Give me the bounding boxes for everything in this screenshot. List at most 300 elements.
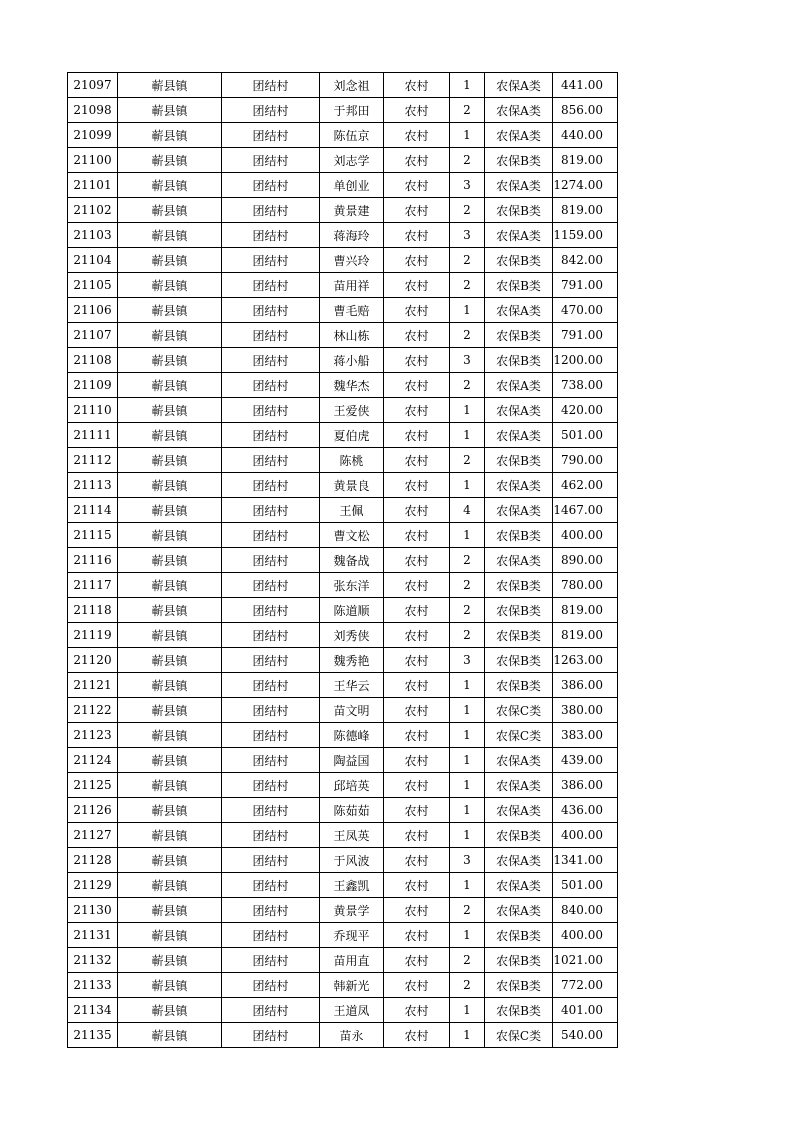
household-type-cell: 农村	[384, 273, 450, 298]
name-cell: 魏秀艳	[320, 648, 384, 673]
amount-cell: 386.00	[553, 673, 618, 698]
household-type-cell: 农村	[384, 323, 450, 348]
record-id-cell: 21115	[68, 523, 118, 548]
insurance-category-cell: 农保B类	[485, 923, 553, 948]
insurance-category-cell: 农保B类	[485, 248, 553, 273]
record-id-cell: 21135	[68, 1023, 118, 1048]
name-cell: 苗用直	[320, 948, 384, 973]
member-count-cell: 1	[450, 298, 485, 323]
village-cell: 团结村	[222, 598, 320, 623]
member-count-cell: 1	[450, 398, 485, 423]
insurance-category-cell: 农保A类	[485, 548, 553, 573]
household-type-cell: 农村	[384, 248, 450, 273]
household-type-cell: 农村	[384, 623, 450, 648]
table-row	[68, 298, 618, 323]
name-cell: 刘念祖	[320, 73, 384, 98]
record-id-cell: 21100	[68, 148, 118, 173]
amount-cell: 791.00	[553, 323, 618, 348]
table-row	[68, 1023, 618, 1048]
village-cell: 团结村	[222, 523, 320, 548]
table-row	[68, 198, 618, 223]
amount-cell: 819.00	[553, 598, 618, 623]
record-id-cell: 21110	[68, 398, 118, 423]
household-type-cell: 农村	[384, 198, 450, 223]
name-cell: 蒋海玲	[320, 223, 384, 248]
household-type-cell: 农村	[384, 73, 450, 98]
table-row	[68, 398, 618, 423]
record-id-cell: 21097	[68, 73, 118, 98]
town-cell: 蕲县镇	[118, 398, 222, 423]
amount-cell: 1200.00	[553, 348, 618, 373]
amount-cell: 420.00	[553, 398, 618, 423]
town-cell: 蕲县镇	[118, 548, 222, 573]
name-cell: 魏备战	[320, 548, 384, 573]
insurance-category-cell: 农保B类	[485, 523, 553, 548]
member-count-cell: 2	[450, 198, 485, 223]
village-cell: 团结村	[222, 823, 320, 848]
town-cell: 蕲县镇	[118, 798, 222, 823]
insurance-category-cell: 农保A类	[485, 773, 553, 798]
member-count-cell: 1	[450, 823, 485, 848]
amount-cell: 791.00	[553, 273, 618, 298]
name-cell: 黄景建	[320, 198, 384, 223]
name-cell: 曹文松	[320, 523, 384, 548]
town-cell: 蕲县镇	[118, 73, 222, 98]
town-cell: 蕲县镇	[118, 773, 222, 798]
household-type-cell: 农村	[384, 973, 450, 998]
town-cell: 蕲县镇	[118, 898, 222, 923]
name-cell: 陈德峰	[320, 723, 384, 748]
amount-cell: 819.00	[553, 623, 618, 648]
record-id-cell: 21117	[68, 573, 118, 598]
member-count-cell: 3	[450, 648, 485, 673]
household-type-cell: 农村	[384, 698, 450, 723]
insurance-category-cell: 农保B类	[485, 573, 553, 598]
member-count-cell: 2	[450, 973, 485, 998]
record-id-cell: 21128	[68, 848, 118, 873]
amount-cell: 1021.00	[553, 948, 618, 973]
village-cell: 团结村	[222, 348, 320, 373]
town-cell: 蕲县镇	[118, 423, 222, 448]
amount-cell: 462.00	[553, 473, 618, 498]
table-row	[68, 273, 618, 298]
table-row	[68, 573, 618, 598]
insurance-category-cell: 农保A类	[485, 498, 553, 523]
household-type-cell: 农村	[384, 448, 450, 473]
table-row	[68, 673, 618, 698]
insurance-category-cell: 农保C类	[485, 1023, 553, 1048]
record-id-cell: 21116	[68, 548, 118, 573]
record-id-cell: 21104	[68, 248, 118, 273]
amount-cell: 400.00	[553, 523, 618, 548]
amount-cell: 1159.00	[553, 223, 618, 248]
household-type-cell: 农村	[384, 123, 450, 148]
name-cell: 王鑫凯	[320, 873, 384, 898]
name-cell: 王道凤	[320, 998, 384, 1023]
member-count-cell: 2	[450, 948, 485, 973]
table-row	[68, 823, 618, 848]
member-count-cell: 2	[450, 373, 485, 398]
member-count-cell: 1	[450, 748, 485, 773]
town-cell: 蕲县镇	[118, 573, 222, 598]
name-cell: 陶益国	[320, 748, 384, 773]
record-id-cell: 21126	[68, 798, 118, 823]
name-cell: 王凤英	[320, 823, 384, 848]
household-type-cell: 农村	[384, 498, 450, 523]
table-row	[68, 473, 618, 498]
household-type-cell: 农村	[384, 523, 450, 548]
village-cell: 团结村	[222, 73, 320, 98]
member-count-cell: 2	[450, 448, 485, 473]
record-id-cell: 21121	[68, 673, 118, 698]
name-cell: 黄景学	[320, 898, 384, 923]
household-type-cell: 农村	[384, 848, 450, 873]
table-row	[68, 548, 618, 573]
village-cell: 团结村	[222, 473, 320, 498]
name-cell: 蒋小船	[320, 348, 384, 373]
household-type-cell: 农村	[384, 548, 450, 573]
name-cell: 林山栋	[320, 323, 384, 348]
village-cell: 团结村	[222, 773, 320, 798]
member-count-cell: 2	[450, 623, 485, 648]
town-cell: 蕲县镇	[118, 348, 222, 373]
record-id-cell: 21133	[68, 973, 118, 998]
town-cell: 蕲县镇	[118, 173, 222, 198]
town-cell: 蕲县镇	[118, 748, 222, 773]
insurance-category-cell: 农保A类	[485, 98, 553, 123]
name-cell: 王华云	[320, 673, 384, 698]
table-row	[68, 898, 618, 923]
town-cell: 蕲县镇	[118, 523, 222, 548]
table-row	[68, 798, 618, 823]
town-cell: 蕲县镇	[118, 148, 222, 173]
record-id-cell: 21114	[68, 498, 118, 523]
household-type-cell: 农村	[384, 873, 450, 898]
name-cell: 夏伯虎	[320, 423, 384, 448]
amount-cell: 436.00	[553, 798, 618, 823]
member-count-cell: 1	[450, 998, 485, 1023]
amount-cell: 400.00	[553, 823, 618, 848]
village-cell: 团结村	[222, 923, 320, 948]
amount-cell: 386.00	[553, 773, 618, 798]
amount-cell: 470.00	[553, 298, 618, 323]
record-id-cell: 21119	[68, 623, 118, 648]
village-cell: 团结村	[222, 423, 320, 448]
table-row	[68, 998, 618, 1023]
town-cell: 蕲县镇	[118, 648, 222, 673]
insurance-category-cell: 农保A类	[485, 748, 553, 773]
village-cell: 团结村	[222, 1023, 320, 1048]
household-type-cell: 农村	[384, 173, 450, 198]
record-id-cell: 21124	[68, 748, 118, 773]
insurance-category-cell: 农保A类	[485, 223, 553, 248]
amount-cell: 439.00	[553, 748, 618, 773]
household-type-cell: 农村	[384, 98, 450, 123]
record-id-cell: 21103	[68, 223, 118, 248]
record-id-cell: 21129	[68, 873, 118, 898]
name-cell: 于邦田	[320, 98, 384, 123]
table-row	[68, 148, 618, 173]
member-count-cell: 1	[450, 798, 485, 823]
household-type-cell: 农村	[384, 723, 450, 748]
insurance-category-cell: 农保B类	[485, 348, 553, 373]
insurance-category-cell: 农保A类	[485, 873, 553, 898]
table-row	[68, 523, 618, 548]
amount-cell: 890.00	[553, 548, 618, 573]
household-type-cell: 农村	[384, 1023, 450, 1048]
amount-cell: 856.00	[553, 98, 618, 123]
village-cell: 团结村	[222, 798, 320, 823]
town-cell: 蕲县镇	[118, 973, 222, 998]
table-row	[68, 423, 618, 448]
member-count-cell: 1	[450, 873, 485, 898]
town-cell: 蕲县镇	[118, 848, 222, 873]
name-cell: 苗永	[320, 1023, 384, 1048]
village-cell: 团结村	[222, 148, 320, 173]
household-type-cell: 农村	[384, 673, 450, 698]
amount-cell: 441.00	[553, 73, 618, 98]
table-row	[68, 773, 618, 798]
member-count-cell: 2	[450, 573, 485, 598]
name-cell: 于风波	[320, 848, 384, 873]
village-cell: 团结村	[222, 648, 320, 673]
member-count-cell: 2	[450, 148, 485, 173]
village-cell: 团结村	[222, 898, 320, 923]
household-type-cell: 农村	[384, 823, 450, 848]
member-count-cell: 1	[450, 423, 485, 448]
household-type-cell: 农村	[384, 223, 450, 248]
table-row	[68, 348, 618, 373]
member-count-cell: 1	[450, 723, 485, 748]
village-cell: 团结村	[222, 498, 320, 523]
name-cell: 曹兴玲	[320, 248, 384, 273]
records-table	[67, 72, 618, 1048]
insurance-category-cell: 农保A类	[485, 73, 553, 98]
household-type-cell: 农村	[384, 998, 450, 1023]
village-cell: 团结村	[222, 623, 320, 648]
table-row	[68, 848, 618, 873]
name-cell: 曹毛赔	[320, 298, 384, 323]
name-cell: 张东洋	[320, 573, 384, 598]
amount-cell: 1263.00	[553, 648, 618, 673]
name-cell: 刘志学	[320, 148, 384, 173]
member-count-cell: 1	[450, 523, 485, 548]
name-cell: 魏华杰	[320, 373, 384, 398]
name-cell: 陈伍京	[320, 123, 384, 148]
table-row	[68, 223, 618, 248]
records-table-body	[68, 73, 618, 1048]
town-cell: 蕲县镇	[118, 998, 222, 1023]
village-cell: 团结村	[222, 948, 320, 973]
table-row	[68, 623, 618, 648]
amount-cell: 819.00	[553, 198, 618, 223]
insurance-category-cell: 农保A类	[485, 423, 553, 448]
household-type-cell: 农村	[384, 573, 450, 598]
village-cell: 团结村	[222, 248, 320, 273]
insurance-category-cell: 农保C类	[485, 698, 553, 723]
household-type-cell: 农村	[384, 648, 450, 673]
name-cell: 陈桃	[320, 448, 384, 473]
record-id-cell: 21113	[68, 473, 118, 498]
town-cell: 蕲县镇	[118, 948, 222, 973]
record-id-cell: 21105	[68, 273, 118, 298]
town-cell: 蕲县镇	[118, 673, 222, 698]
village-cell: 团结村	[222, 123, 320, 148]
village-cell: 团结村	[222, 398, 320, 423]
town-cell: 蕲县镇	[118, 823, 222, 848]
amount-cell: 1341.00	[553, 848, 618, 873]
member-count-cell: 1	[450, 698, 485, 723]
member-count-cell: 1	[450, 123, 485, 148]
member-count-cell: 2	[450, 273, 485, 298]
insurance-category-cell: 农保B类	[485, 673, 553, 698]
town-cell: 蕲县镇	[118, 623, 222, 648]
name-cell: 黄景良	[320, 473, 384, 498]
insurance-category-cell: 农保B类	[485, 448, 553, 473]
town-cell: 蕲县镇	[118, 473, 222, 498]
table-row	[68, 648, 618, 673]
record-id-cell: 21125	[68, 773, 118, 798]
member-count-cell: 1	[450, 73, 485, 98]
town-cell: 蕲县镇	[118, 723, 222, 748]
town-cell: 蕲县镇	[118, 923, 222, 948]
name-cell: 苗用祥	[320, 273, 384, 298]
table-row	[68, 373, 618, 398]
village-cell: 团结村	[222, 548, 320, 573]
town-cell: 蕲县镇	[118, 698, 222, 723]
household-type-cell: 农村	[384, 748, 450, 773]
member-count-cell: 3	[450, 173, 485, 198]
name-cell: 邱培英	[320, 773, 384, 798]
town-cell: 蕲县镇	[118, 248, 222, 273]
member-count-cell: 2	[450, 323, 485, 348]
record-id-cell: 21131	[68, 923, 118, 948]
insurance-category-cell: 农保C类	[485, 723, 553, 748]
insurance-category-cell: 农保A类	[485, 123, 553, 148]
name-cell: 苗文明	[320, 698, 384, 723]
member-count-cell: 1	[450, 473, 485, 498]
table-row	[68, 248, 618, 273]
insurance-category-cell: 农保B类	[485, 973, 553, 998]
insurance-category-cell: 农保A类	[485, 848, 553, 873]
table-row	[68, 598, 618, 623]
town-cell: 蕲县镇	[118, 123, 222, 148]
village-cell: 团结村	[222, 698, 320, 723]
table-row	[68, 873, 618, 898]
household-type-cell: 农村	[384, 373, 450, 398]
table-row	[68, 748, 618, 773]
record-id-cell: 21101	[68, 173, 118, 198]
table-row	[68, 123, 618, 148]
record-id-cell: 21112	[68, 448, 118, 473]
table-row	[68, 923, 618, 948]
member-count-cell: 3	[450, 348, 485, 373]
household-type-cell: 农村	[384, 398, 450, 423]
town-cell: 蕲县镇	[118, 448, 222, 473]
name-cell: 韩新光	[320, 973, 384, 998]
village-cell: 团结村	[222, 173, 320, 198]
table-row	[68, 173, 618, 198]
record-id-cell: 21107	[68, 323, 118, 348]
insurance-category-cell: 农保B类	[485, 623, 553, 648]
household-type-cell: 农村	[384, 298, 450, 323]
household-type-cell: 农村	[384, 598, 450, 623]
insurance-category-cell: 农保A类	[485, 398, 553, 423]
member-count-cell: 4	[450, 498, 485, 523]
amount-cell: 772.00	[553, 973, 618, 998]
household-type-cell: 农村	[384, 473, 450, 498]
table-row	[68, 723, 618, 748]
village-cell: 团结村	[222, 373, 320, 398]
village-cell: 团结村	[222, 673, 320, 698]
village-cell: 团结村	[222, 873, 320, 898]
insurance-category-cell: 农保B类	[485, 598, 553, 623]
member-count-cell: 2	[450, 598, 485, 623]
amount-cell: 1467.00	[553, 498, 618, 523]
village-cell: 团结村	[222, 973, 320, 998]
amount-cell: 383.00	[553, 723, 618, 748]
amount-cell: 380.00	[553, 698, 618, 723]
member-count-cell: 1	[450, 923, 485, 948]
village-cell: 团结村	[222, 323, 320, 348]
village-cell: 团结村	[222, 448, 320, 473]
member-count-cell: 3	[450, 223, 485, 248]
town-cell: 蕲县镇	[118, 498, 222, 523]
insurance-category-cell: 农保B类	[485, 323, 553, 348]
table-row	[68, 73, 618, 98]
member-count-cell: 3	[450, 848, 485, 873]
town-cell: 蕲县镇	[118, 298, 222, 323]
town-cell: 蕲县镇	[118, 598, 222, 623]
town-cell: 蕲县镇	[118, 1023, 222, 1048]
amount-cell: 738.00	[553, 373, 618, 398]
amount-cell: 501.00	[553, 873, 618, 898]
table-row	[68, 98, 618, 123]
record-id-cell: 21123	[68, 723, 118, 748]
household-type-cell: 农村	[384, 348, 450, 373]
amount-cell: 400.00	[553, 923, 618, 948]
insurance-category-cell: 农保A类	[485, 373, 553, 398]
member-count-cell: 1	[450, 673, 485, 698]
village-cell: 团结村	[222, 198, 320, 223]
amount-cell: 819.00	[553, 148, 618, 173]
member-count-cell: 1	[450, 1023, 485, 1048]
village-cell: 团结村	[222, 273, 320, 298]
household-type-cell: 农村	[384, 148, 450, 173]
insurance-category-cell: 农保A类	[485, 898, 553, 923]
record-id-cell: 21127	[68, 823, 118, 848]
insurance-category-cell: 农保B类	[485, 998, 553, 1023]
table-row	[68, 323, 618, 348]
name-cell: 陈茹茹	[320, 798, 384, 823]
amount-cell: 401.00	[553, 998, 618, 1023]
table-row	[68, 973, 618, 998]
town-cell: 蕲县镇	[118, 373, 222, 398]
name-cell: 刘秀侠	[320, 623, 384, 648]
table-row	[68, 498, 618, 523]
village-cell: 团结村	[222, 723, 320, 748]
record-id-cell: 21106	[68, 298, 118, 323]
insurance-category-cell: 农保A类	[485, 298, 553, 323]
member-count-cell: 2	[450, 548, 485, 573]
village-cell: 团结村	[222, 298, 320, 323]
town-cell: 蕲县镇	[118, 323, 222, 348]
record-id-cell: 21102	[68, 198, 118, 223]
insurance-category-cell: 农保A类	[485, 173, 553, 198]
town-cell: 蕲县镇	[118, 223, 222, 248]
name-cell: 陈道顺	[320, 598, 384, 623]
town-cell: 蕲县镇	[118, 873, 222, 898]
